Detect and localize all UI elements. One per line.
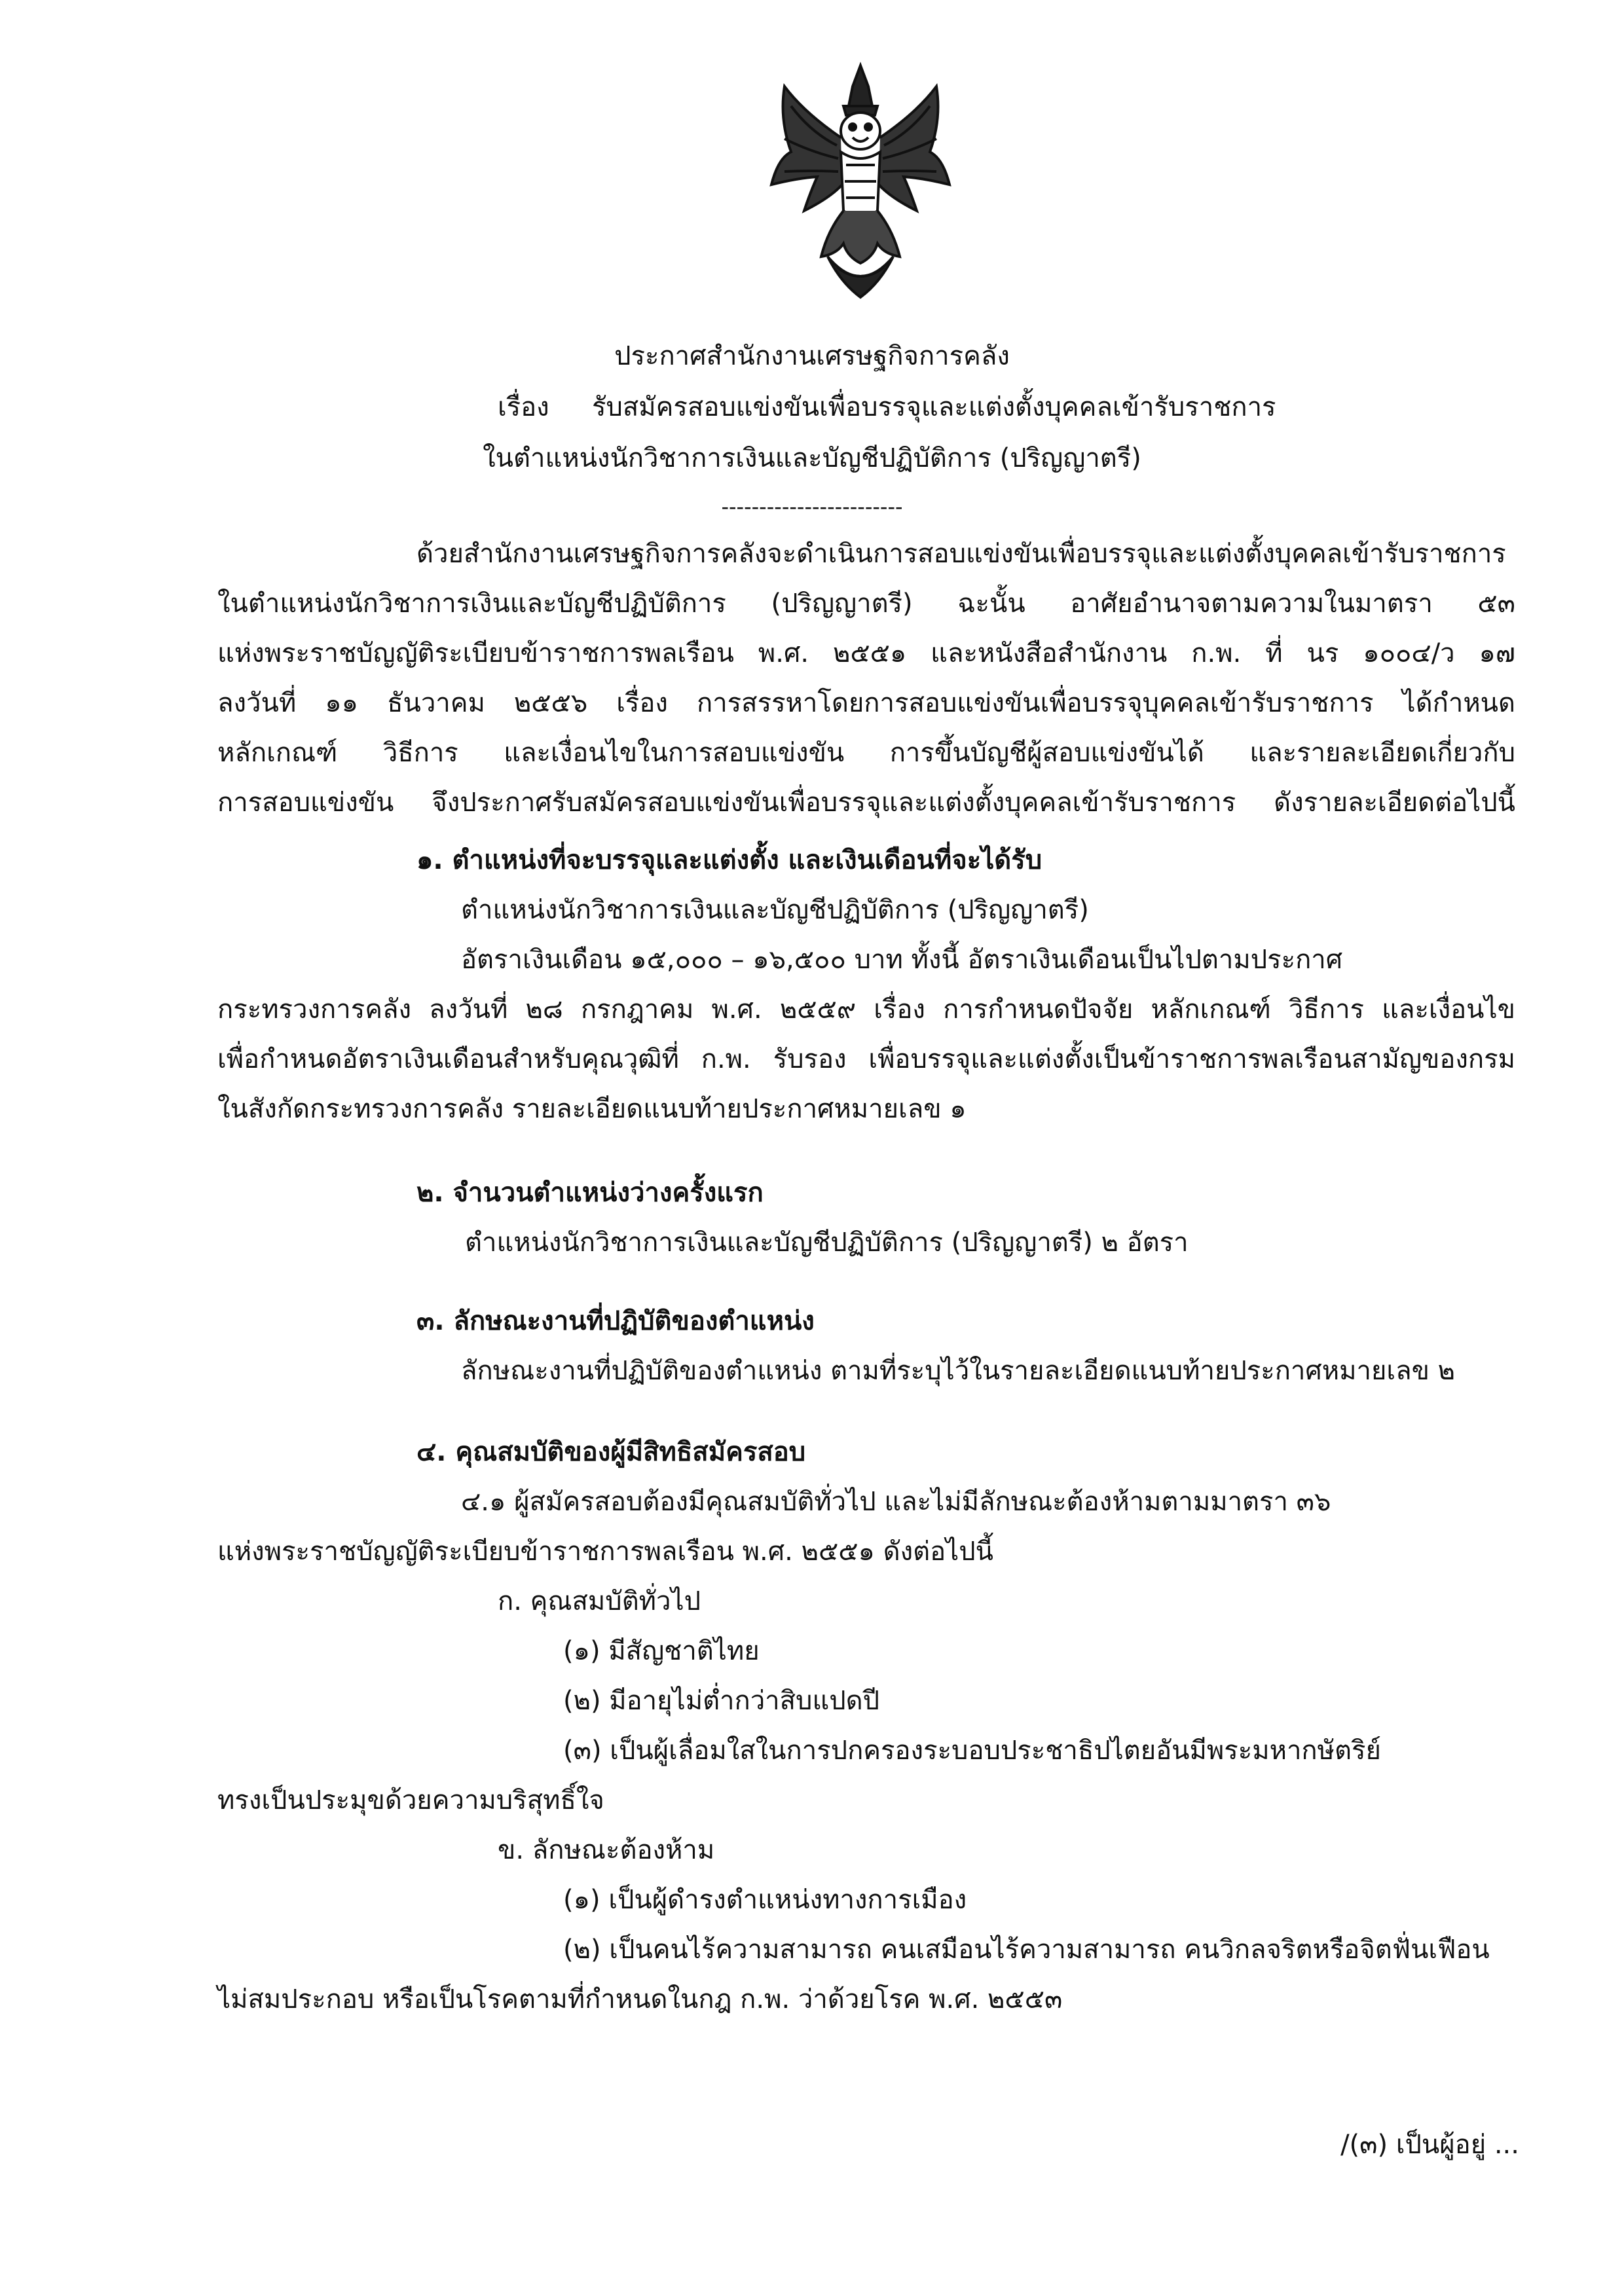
section-3-heading: ๓. ลักษณะงานที่ปฏิบัติของตำแหน่ง — [416, 1306, 815, 1336]
section-4-1-line-1: ๔.๑ ผู้สมัครสอบต้องมีคุณสมบัติทั่วไป และไม่มีลักษณะต้องห้ามตามมาตรา ๓๖ — [461, 1487, 1331, 1517]
intro-line: แห่งพระราชบัญญัติระเบียบข้าราชการพลเรือน พ.ศ. ๒๕๕๑ และหนังสือสำนักงาน ก.พ. ที่ นร ๑๐๐๔/ว ๑๗ — [217, 638, 1515, 668]
intro-line: ด้วยสำนักงานเศรษฐกิจการคลังจะดำเนินการสอบแข่งขันเพื่อบรรจุและแต่งตั้งบุคคลเข้ารับราชการ — [416, 539, 1506, 569]
section-1-salary-line: ในสังกัดกระทรวงการคลัง รายละเอียดแนบท้ายประกาศหมายเลข ๑ — [217, 1094, 967, 1124]
prohibition-item-cont: ไม่สมประกอบ หรือเป็นโรคตามที่กำหนดในกฎ ก.พ. ว่าด้วยโรค พ.ศ. ๒๕๕๓ — [217, 1984, 1063, 2014]
general-qualification-item: (๑) มีสัญชาติไทย — [563, 1636, 760, 1666]
prohibition-item: (๒) เป็นคนไร้ความสามารถ คนเสมือนไร้ความสามารถ คนวิกลจริตหรือจิตฟั่นเฟือน — [563, 1935, 1490, 1965]
section-2-text: ตำแหน่งนักวิชาการเงินและบัญชีปฏิบัติการ (ปริญญาตรี) ๒ อัตรา — [465, 1228, 1189, 1258]
subject-label: เรื่อง — [498, 392, 549, 422]
general-qualification-item-cont: ทรงเป็นประมุขด้วยความบริสุทธิ์ใจ — [217, 1785, 604, 1815]
garuda-emblem — [765, 60, 956, 302]
general-qualification-item: (๓) เป็นผู้เลื่อมใสในการปกครองระบอบประชาธิปไตยอันมีพระมหากษัตริย์ — [563, 1736, 1381, 1766]
subject-line-2: ในตำแหน่งนักวิชาการเงินและบัญชีปฏิบัติการ (ปริญญาตรี) — [483, 443, 1141, 473]
section-4-1-line-2: แห่งพระราชบัญญัติระเบียบข้าราชการพลเรือน พ.ศ. ๒๕๕๑ ดังต่อไปนี้ — [217, 1537, 993, 1567]
section-2-heading: ๒. จำนวนตำแหน่งว่างครั้งแรก — [416, 1178, 764, 1208]
continuation-note: /(๓) เป็นผู้อยู่ ... — [1340, 2130, 1519, 2160]
document-title: ประกาศสำนักงานเศรษฐกิจการคลัง — [614, 341, 1010, 371]
section-1-salary-line: กระทรวงการคลัง ลงวันที่ ๒๘ กรกฎาคม พ.ศ. ๒๕๕๙ เรื่อง การกำหนดปัจจัย หลักเกณฑ์ วิธีการ และเงื่อนไข — [217, 994, 1515, 1025]
general-qualification-item: (๒) มีอายุไม่ต่ำกว่าสิบแปดปี — [563, 1686, 879, 1716]
general-qualifications-heading: ก. คุณสมบัติทั่วไป — [498, 1586, 701, 1616]
section-3-text: ลักษณะงานที่ปฏิบัติของตำแหน่ง ตามที่ระบุไว้ในรายละเอียดแนบท้ายประกาศหมายเลข ๒ — [461, 1356, 1456, 1386]
section-4-heading: ๔. คุณสมบัติของผู้มีสิทธิสมัครสอบ — [416, 1437, 806, 1467]
subject-line-1: รับสมัครสอบแข่งขันเพื่อบรรจุและแต่งตั้งบุคคลเข้ารับราชการ — [592, 392, 1276, 422]
intro-line: ลงวันที่ ๑๑ ธันวาคม ๒๕๕๖ เรื่อง การสรรหาโดยการสอบแข่งขันเพื่อบรรจุบุคคลเข้ารับราชการ ได้กำหนด — [217, 688, 1515, 718]
intro-line: การสอบแข่งขัน จึงประกาศรับสมัครสอบแข่งขันเพื่อบรรจุและแต่งตั้งบุคคลเข้ารับราชการ ดังรายละเอียดต่อไปนี้ — [217, 788, 1515, 818]
prohibitions-heading: ข. ลักษณะต้องห้าม — [498, 1835, 715, 1865]
section-1-salary-line: เพื่อกำหนดอัตราเงินเดือนสำหรับคุณวุฒิที่ ก.พ. รับรอง เพื่อบรรจุและแต่งตั้งเป็นข้าราชการพลเรือนสามัญของกรม — [217, 1044, 1515, 1074]
intro-line: หลักเกณฑ์ วิธีการ และเงื่อนไขในการสอบแข่งขัน การขึ้นบัญชีผู้สอบแข่งขันได้ และรายละเอียดเกี่ยวกับ — [217, 738, 1515, 768]
section-1-heading: ๑. ตำแหน่งที่จะบรรจุและแต่งตั้ง และเงินเดือนที่จะได้รับ — [416, 845, 1043, 875]
intro-line: ในตำแหน่งนักวิชาการเงินและบัญชีปฏิบัติการ (ปริญญาตรี) ฉะนั้น อาศัยอำนาจตามความในมาตรา ๕๓ — [217, 589, 1515, 619]
section-1-position: ตำแหน่งนักวิชาการเงินและบัญชีปฏิบัติการ (ปริญญาตรี) — [461, 895, 1089, 925]
section-1-salary-line: อัตราเงินเดือน ๑๕,๐๐๐ – ๑๖,๕๐๐ บาท ทั้งนี้ อัตราเงินเดือนเป็นไปตามประกาศ — [461, 945, 1343, 975]
title-divider: ------------------------ — [721, 494, 903, 519]
prohibition-item: (๑) เป็นผู้ดำรงตำแหน่งทางการเมือง — [563, 1885, 967, 1915]
